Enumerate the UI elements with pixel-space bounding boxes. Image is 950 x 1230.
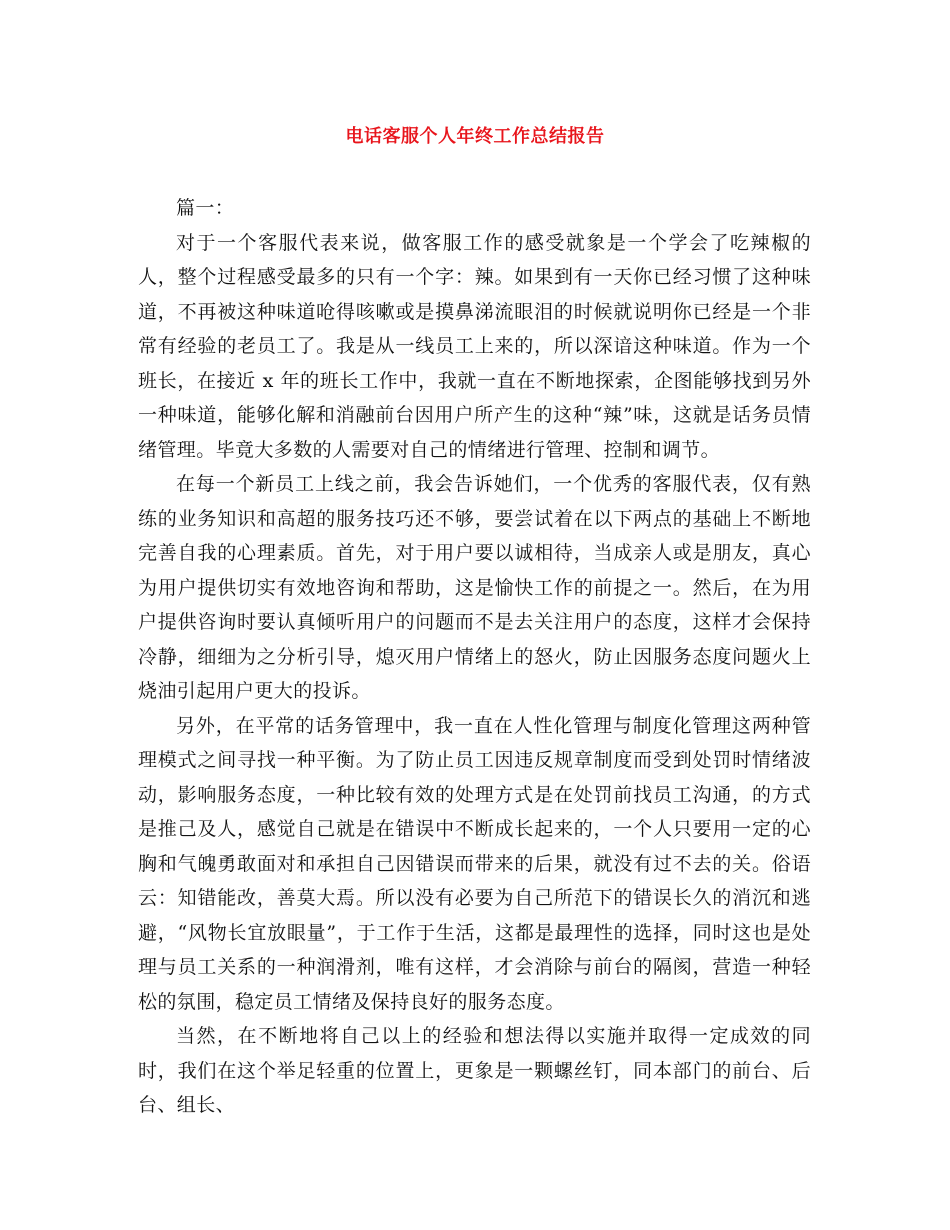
paragraph-4: 当然，在不断地将自己以上的经验和想法得以实施并取得一定成效的同时，我们在这个举足轻重的位置上，更象是一颗螺丝钉，同本部门的前台、后台、组长、 [138,1025,811,1116]
document-body [138,191,811,1123]
paragraph-1: 对于一个客服代表来说，做客服工作的感受就象是一个学会了吃辣椒的人，整个过程感受最多的只有一个字：辣。如果到有一天你已经习惯了这种味道，不再被这种味道呛得咳嗽或是摸鼻涕流眼泪的时候就说明你已经是一个非常有经验的老员工了。我是从一线员工上来的，所以深谙这种味道。作为一个班长，在接近 x 年的班长工作中，我就一直在不断地探索，企图能够找到另外一种味道，能够化解和消融前台因用户所产生的这种“辣”味，这就是话务员情绪管理。毕竟大多数的人需要对自己的情绪进行管理、控制和调节。 [138,231,811,461]
document-title: 电话客服个人年终工作总结报告 [345,126,605,147]
paragraph-3: 另外，在平常的话务管理中，我一直在人性化管理与制度化管理这两种管理模式之间寻找一种平衡。为了防止员工因违反规章制度而受到处罚时情绪波动，影响服务态度，一种比较有效的处理方式是在处罚前找员工沟通，的方式是推己及人，感觉自己就是在错误中不断成长起来的，一个人只要用一定的心胸和气魄勇敢面对和承担自己因错误而带来的后果，就没有过不去的关。俗语云：知错能改，善莫大焉。所以没有必要为自己所范下的错误长久的消沉和逃避，“风物长宜放眼量”，于工作于生活，这都是最理性的选择，同时这也是处理与员工关系的一种润滑剂，唯有这样，才会消除与前台的隔阂，营造一种轻松的氛围，稳定员工情绪及保持良好的服务态度。 [138,714,811,1013]
paragraph-2: 在每一个新员工上线之前，我会告诉她们，一个优秀的客服代表，仅有熟练的业务知识和高超的服务技巧还不够，要尝试着在以下两点的基础上不断地完善自我的心理素质。首先，对于用户要以诚相待，当成亲人或是朋友，真心为用户提供切实有效地咨询和帮助，这是愉快工作的前提之一。然后，在为用户提供咨询时要认真倾听用户的问题而不是去关注用户的态度，这样才会保持冷静，细细为之分析引导，熄灭用户情绪上的怒火，防止因服务态度问题火上烧油引起用户更大的投诉。 [138,473,811,702]
section-label: 篇一： [176,197,235,219]
